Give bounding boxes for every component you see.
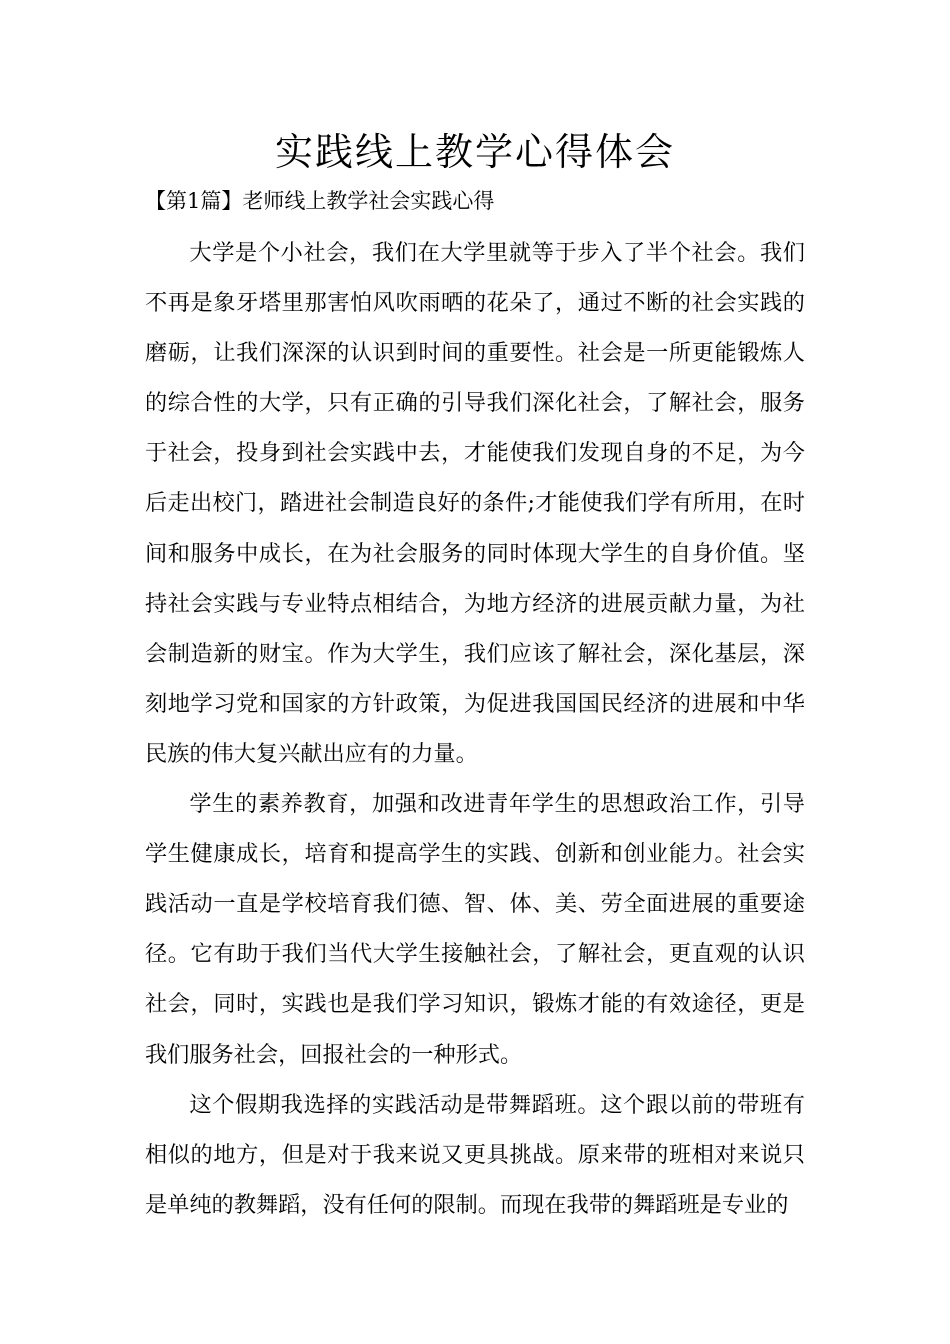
paragraph: 大学是个小社会，我们在大学里就等于步入了半个社会。我们不再是象牙塔里那害怕风吹雨晒的花朵了，通过不断的社会实践的磨砺，让我们深深的认识到时间的重要性。社会是一所更能锻炼人的综合性的大学，只有正确的引导我们深化社会，了解社会，服务于社会，投身到社会实践中去，才能使我们发现自身的不足，为今后走出校门，踏进社会制造良好的条件;才能使我们学有所用，在时间和服务中成长，在为社会服务的同时体现大学生的自身价值。坚持社会实践与专业特点相结合，为地方经济的进展贡献力量，为社会制造新的财宝。作为大学生，我们应该了解社会，深化基层，深刻地学习党和国家的方针政策，为促进我国国民经济的进展和中华民族的伟大复兴献出应有的力量。 — [145, 240, 805, 767]
document-body — [145, 228, 805, 1230]
paragraph: 学生的素养教育，加强和改进青年学生的思想政治工作，引导学生健康成长，培育和提高学生的实践、创新和创业能力。社会实践活动一直是学校培育我们德、智、体、美、劳全面进展的重要途径。它有助于我们当代大学生接触社会，了解社会，更直观的认识社会，同时，实践也是我们学习知识，锻炼才能的有效途径，更是我们服务社会，回报社会的一种形式。 — [145, 791, 805, 1068]
section-heading: 【第1篇】老师线上教学社会实践心得 — [145, 189, 495, 213]
document-title: 实践线上教学心得体会 — [274, 130, 675, 174]
paragraph: 这个假期我选择的实践活动是带舞蹈班。这个跟以前的带班有相似的地方，但是对于我来说又更具挑战。原来带的班相对来说只是单纯的教舞蹈，没有任何的限制。而现在我带的舞蹈班是专业的 — [145, 1091, 805, 1218]
